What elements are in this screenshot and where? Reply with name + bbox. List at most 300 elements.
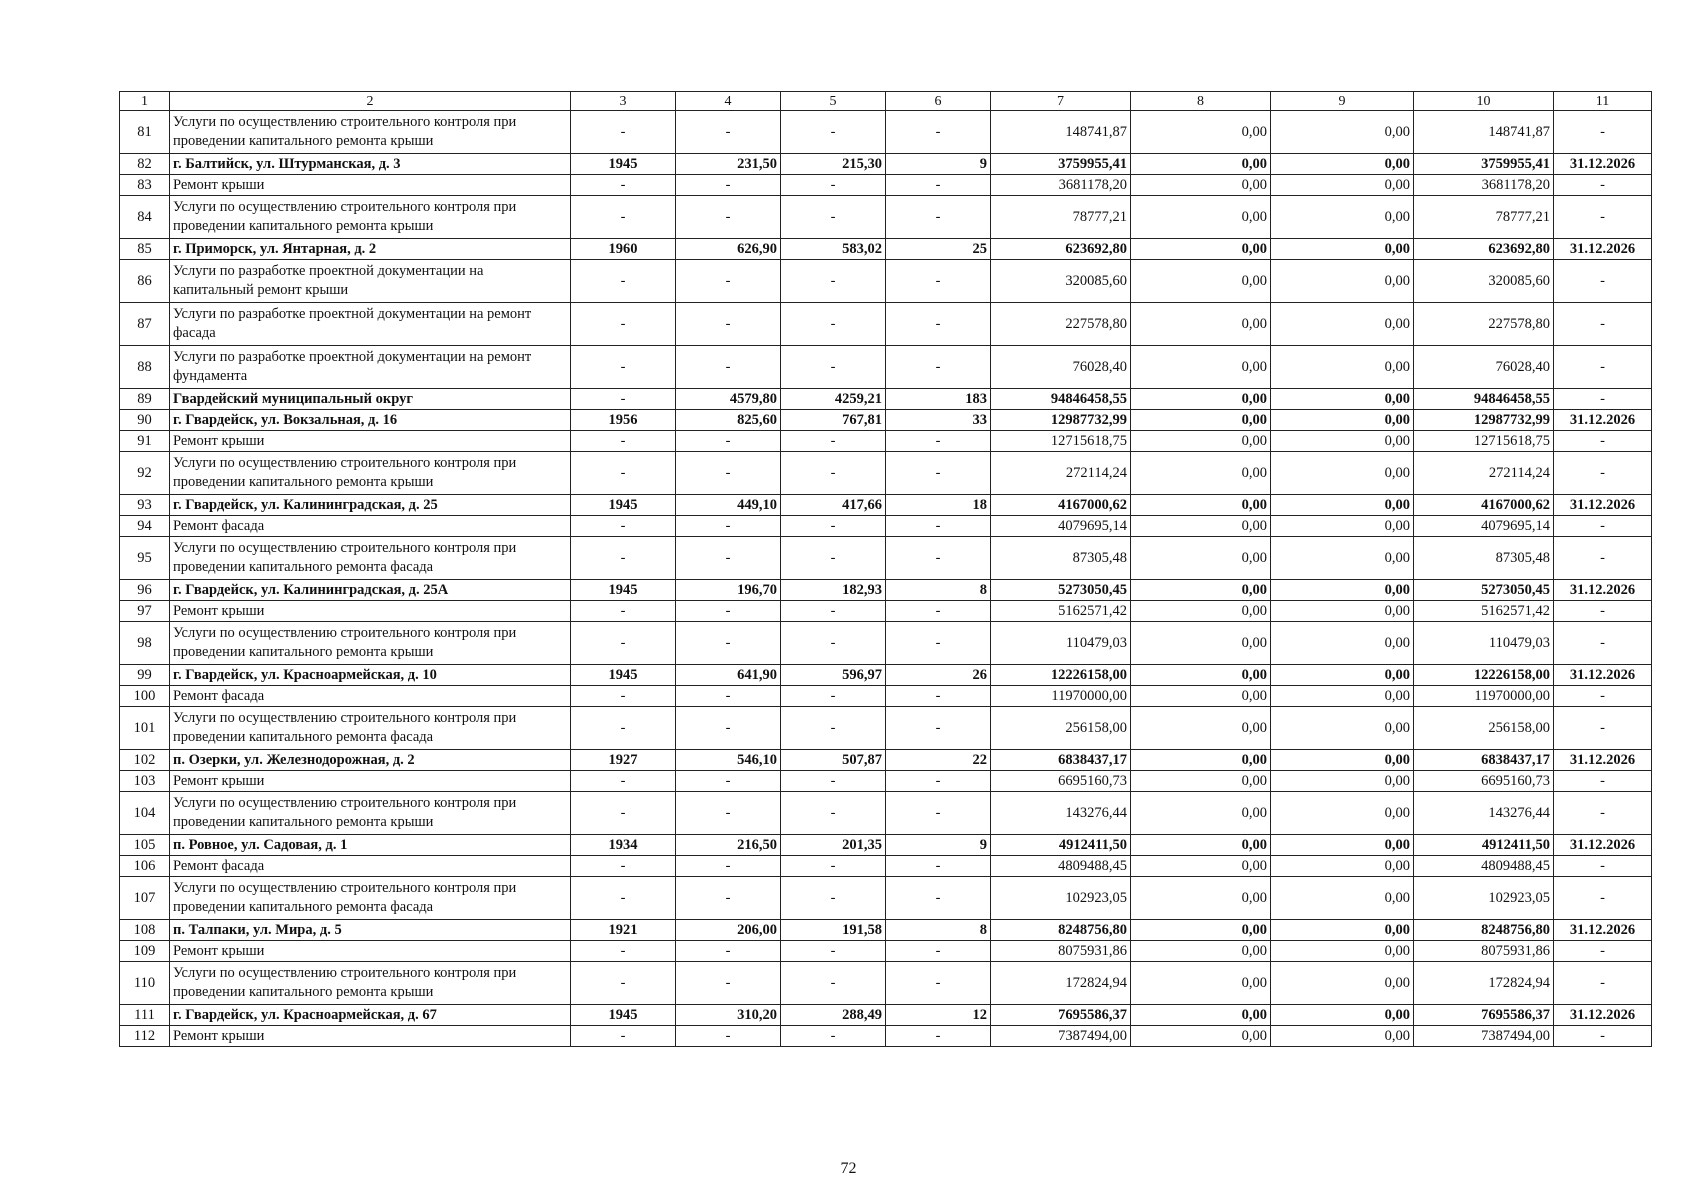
deadline-cell: - bbox=[1554, 771, 1652, 792]
cost-col9-cell: 0,00 bbox=[1271, 962, 1414, 1005]
table-row bbox=[120, 686, 1652, 707]
cost-col9-cell: 0,00 bbox=[1271, 346, 1414, 389]
cost-col8-cell: 0,00 bbox=[1131, 389, 1271, 410]
object-name-cell: Услуги по осуществлению строительного контроля при проведении капитального ремонта крыши bbox=[170, 792, 571, 835]
fund-cost-cell: 6838437,17 bbox=[1414, 750, 1554, 771]
cost-col9-cell: 0,00 bbox=[1271, 452, 1414, 495]
residential-area-cell: - bbox=[781, 686, 886, 707]
total-area-cell: - bbox=[676, 707, 781, 750]
residential-area-cell: - bbox=[781, 1026, 886, 1047]
cost-col8-cell: 0,00 bbox=[1131, 495, 1271, 516]
residential-area-cell: 417,66 bbox=[781, 495, 886, 516]
residents-count-cell: 18 bbox=[886, 495, 991, 516]
residential-area-cell: - bbox=[781, 941, 886, 962]
table-row bbox=[120, 196, 1652, 239]
year-cell: 1927 bbox=[571, 750, 676, 771]
total-cost-cell: 102923,05 bbox=[991, 877, 1131, 920]
cost-col8-cell: 0,00 bbox=[1131, 154, 1271, 175]
header-cell: 9 bbox=[1271, 92, 1414, 111]
object-name-cell: г. Гвардейск, ул. Красноармейская, д. 10 bbox=[170, 665, 571, 686]
object-name-cell: г. Гвардейск, ул. Красноармейская, д. 67 bbox=[170, 1005, 571, 1026]
cost-col8-cell: 0,00 bbox=[1131, 622, 1271, 665]
cost-col8-cell: 0,00 bbox=[1131, 771, 1271, 792]
total-cost-cell: 78777,21 bbox=[991, 196, 1131, 239]
header-cell: 7 bbox=[991, 92, 1131, 111]
total-cost-cell: 8248756,80 bbox=[991, 920, 1131, 941]
row-number-cell: 91 bbox=[120, 431, 170, 452]
deadline-cell: - bbox=[1554, 792, 1652, 835]
total-cost-cell: 76028,40 bbox=[991, 346, 1131, 389]
total-area-cell: - bbox=[676, 346, 781, 389]
table-row bbox=[120, 601, 1652, 622]
deadline-cell: - bbox=[1554, 856, 1652, 877]
object-name-cell: Услуги по разработке проектной документации на капитальный ремонт крыши bbox=[170, 260, 571, 303]
table-row bbox=[120, 346, 1652, 389]
residential-area-cell: 288,49 bbox=[781, 1005, 886, 1026]
total-cost-cell: 320085,60 bbox=[991, 260, 1131, 303]
row-number-cell: 89 bbox=[120, 389, 170, 410]
total-cost-cell: 4912411,50 bbox=[991, 835, 1131, 856]
object-name-cell: Ремонт крыши bbox=[170, 941, 571, 962]
total-area-cell: 310,20 bbox=[676, 1005, 781, 1026]
header-cell: 5 bbox=[781, 92, 886, 111]
total-area-cell: - bbox=[676, 622, 781, 665]
cost-col9-cell: 0,00 bbox=[1271, 410, 1414, 431]
residents-count-cell: - bbox=[886, 175, 991, 196]
page-number: 72 bbox=[840, 1160, 857, 1177]
total-area-cell: 216,50 bbox=[676, 835, 781, 856]
row-number-cell: 97 bbox=[120, 601, 170, 622]
total-area-cell: - bbox=[676, 431, 781, 452]
year-cell: - bbox=[571, 686, 676, 707]
cost-col9-cell: 0,00 bbox=[1271, 750, 1414, 771]
object-name-cell: п. Ровное, ул. Садовая, д. 1 bbox=[170, 835, 571, 856]
fund-cost-cell: 76028,40 bbox=[1414, 346, 1554, 389]
residential-area-cell: - bbox=[781, 856, 886, 877]
year-cell: - bbox=[571, 260, 676, 303]
header-cell: 3 bbox=[571, 92, 676, 111]
deadline-cell: - bbox=[1554, 941, 1652, 962]
deadline-cell: - bbox=[1554, 1026, 1652, 1047]
residents-count-cell: - bbox=[886, 877, 991, 920]
cost-col8-cell: 0,00 bbox=[1131, 920, 1271, 941]
deadline-cell: 31.12.2026 bbox=[1554, 665, 1652, 686]
year-cell: - bbox=[571, 622, 676, 665]
table-row bbox=[120, 389, 1652, 410]
table-row bbox=[120, 495, 1652, 516]
table-row bbox=[120, 707, 1652, 750]
year-cell: - bbox=[571, 856, 676, 877]
table-row bbox=[120, 771, 1652, 792]
residents-count-cell: - bbox=[886, 516, 991, 537]
deadline-cell: 31.12.2026 bbox=[1554, 154, 1652, 175]
cost-col9-cell: 0,00 bbox=[1271, 707, 1414, 750]
row-number-cell: 95 bbox=[120, 537, 170, 580]
cost-col8-cell: 0,00 bbox=[1131, 239, 1271, 260]
cost-col9-cell: 0,00 bbox=[1271, 260, 1414, 303]
residential-area-cell: 201,35 bbox=[781, 835, 886, 856]
object-name-cell: Услуги по осуществлению строительного контроля при проведении капитального ремонта крыши bbox=[170, 111, 571, 154]
residents-count-cell: - bbox=[886, 346, 991, 389]
residents-count-cell: - bbox=[886, 601, 991, 622]
object-name-cell: Ремонт крыши bbox=[170, 431, 571, 452]
cost-col8-cell: 0,00 bbox=[1131, 431, 1271, 452]
total-area-cell: - bbox=[676, 686, 781, 707]
table-row bbox=[120, 175, 1652, 196]
deadline-cell: - bbox=[1554, 537, 1652, 580]
fund-cost-cell: 87305,48 bbox=[1414, 537, 1554, 580]
fund-cost-cell: 12715618,75 bbox=[1414, 431, 1554, 452]
deadline-cell: 31.12.2026 bbox=[1554, 1005, 1652, 1026]
fund-cost-cell: 6695160,73 bbox=[1414, 771, 1554, 792]
table-row bbox=[120, 941, 1652, 962]
residential-area-cell: 583,02 bbox=[781, 239, 886, 260]
residents-count-cell: - bbox=[886, 962, 991, 1005]
header-cell: 6 bbox=[886, 92, 991, 111]
residential-area-cell: - bbox=[781, 601, 886, 622]
total-area-cell: 196,70 bbox=[676, 580, 781, 601]
deadline-cell: - bbox=[1554, 303, 1652, 346]
row-number-cell: 81 bbox=[120, 111, 170, 154]
total-cost-cell: 87305,48 bbox=[991, 537, 1131, 580]
total-area-cell: - bbox=[676, 303, 781, 346]
fund-cost-cell: 256158,00 bbox=[1414, 707, 1554, 750]
total-area-cell: - bbox=[676, 792, 781, 835]
cost-col8-cell: 0,00 bbox=[1131, 111, 1271, 154]
year-cell: - bbox=[571, 707, 676, 750]
row-number-cell: 92 bbox=[120, 452, 170, 495]
table-row bbox=[120, 154, 1652, 175]
table-row bbox=[120, 239, 1652, 260]
total-area-cell: - bbox=[676, 856, 781, 877]
residents-count-cell: 9 bbox=[886, 154, 991, 175]
residents-count-cell: - bbox=[886, 452, 991, 495]
row-number-cell: 110 bbox=[120, 962, 170, 1005]
header-cell: 1 bbox=[120, 92, 170, 111]
cost-col9-cell: 0,00 bbox=[1271, 303, 1414, 346]
fund-cost-cell: 4079695,14 bbox=[1414, 516, 1554, 537]
fund-cost-cell: 8248756,80 bbox=[1414, 920, 1554, 941]
object-name-cell: Услуги по разработке проектной документации на ремонт фундамента bbox=[170, 346, 571, 389]
cost-col8-cell: 0,00 bbox=[1131, 516, 1271, 537]
year-cell: - bbox=[571, 537, 676, 580]
total-cost-cell: 5273050,45 bbox=[991, 580, 1131, 601]
total-cost-cell: 256158,00 bbox=[991, 707, 1131, 750]
fund-cost-cell: 3681178,20 bbox=[1414, 175, 1554, 196]
row-number-cell: 90 bbox=[120, 410, 170, 431]
year-cell: 1945 bbox=[571, 1005, 676, 1026]
object-name-cell: Ремонт фасада bbox=[170, 516, 571, 537]
cost-col9-cell: 0,00 bbox=[1271, 920, 1414, 941]
total-area-cell: - bbox=[676, 111, 781, 154]
row-number-cell: 93 bbox=[120, 495, 170, 516]
row-number-cell: 104 bbox=[120, 792, 170, 835]
year-cell: - bbox=[571, 452, 676, 495]
cost-col9-cell: 0,00 bbox=[1271, 175, 1414, 196]
row-number-cell: 107 bbox=[120, 877, 170, 920]
year-cell: - bbox=[571, 1026, 676, 1047]
total-area-cell: - bbox=[676, 452, 781, 495]
deadline-cell: - bbox=[1554, 622, 1652, 665]
fund-cost-cell: 8075931,86 bbox=[1414, 941, 1554, 962]
cost-col9-cell: 0,00 bbox=[1271, 495, 1414, 516]
cost-col8-cell: 0,00 bbox=[1131, 877, 1271, 920]
deadline-cell: 31.12.2026 bbox=[1554, 835, 1652, 856]
cost-col9-cell: 0,00 bbox=[1271, 1005, 1414, 1026]
residents-count-cell: 183 bbox=[886, 389, 991, 410]
header-cell: 11 bbox=[1554, 92, 1652, 111]
residents-count-cell: - bbox=[886, 303, 991, 346]
residential-area-cell: - bbox=[781, 196, 886, 239]
fund-cost-cell: 623692,80 bbox=[1414, 239, 1554, 260]
year-cell: - bbox=[571, 196, 676, 239]
residents-count-cell: - bbox=[886, 1026, 991, 1047]
residents-count-cell: 22 bbox=[886, 750, 991, 771]
header-cell: 8 bbox=[1131, 92, 1271, 111]
object-name-cell: п. Озерки, ул. Железнодорожная, д. 2 bbox=[170, 750, 571, 771]
year-cell: - bbox=[571, 303, 676, 346]
total-cost-cell: 143276,44 bbox=[991, 792, 1131, 835]
total-area-cell: - bbox=[676, 175, 781, 196]
deadline-cell: 31.12.2026 bbox=[1554, 580, 1652, 601]
object-name-cell: г. Гвардейск, ул. Калининградская, д. 25 bbox=[170, 495, 571, 516]
residents-count-cell: - bbox=[886, 431, 991, 452]
cost-col9-cell: 0,00 bbox=[1271, 431, 1414, 452]
table-row bbox=[120, 410, 1652, 431]
cost-col9-cell: 0,00 bbox=[1271, 196, 1414, 239]
total-area-cell: - bbox=[676, 962, 781, 1005]
cost-col8-cell: 0,00 bbox=[1131, 196, 1271, 239]
cost-col9-cell: 0,00 bbox=[1271, 941, 1414, 962]
deadline-cell: 31.12.2026 bbox=[1554, 920, 1652, 941]
residential-area-cell: 191,58 bbox=[781, 920, 886, 941]
total-area-cell: 825,60 bbox=[676, 410, 781, 431]
total-cost-cell: 172824,94 bbox=[991, 962, 1131, 1005]
residential-area-cell: - bbox=[781, 516, 886, 537]
residents-count-cell: - bbox=[886, 260, 991, 303]
residents-count-cell: - bbox=[886, 707, 991, 750]
row-number-cell: 99 bbox=[120, 665, 170, 686]
residents-count-cell: - bbox=[886, 196, 991, 239]
row-number-cell: 108 bbox=[120, 920, 170, 941]
year-cell: 1945 bbox=[571, 154, 676, 175]
object-name-cell: Ремонт фасада bbox=[170, 686, 571, 707]
deadline-cell: - bbox=[1554, 707, 1652, 750]
header-cell: 10 bbox=[1414, 92, 1554, 111]
total-area-cell: 641,90 bbox=[676, 665, 781, 686]
deadline-cell: - bbox=[1554, 260, 1652, 303]
residential-area-cell: - bbox=[781, 771, 886, 792]
cost-col9-cell: 0,00 bbox=[1271, 239, 1414, 260]
total-cost-cell: 4167000,62 bbox=[991, 495, 1131, 516]
table-row bbox=[120, 792, 1652, 835]
table-row bbox=[120, 877, 1652, 920]
cost-col9-cell: 0,00 bbox=[1271, 580, 1414, 601]
table-row bbox=[120, 665, 1652, 686]
cost-col9-cell: 0,00 bbox=[1271, 516, 1414, 537]
residents-count-cell: 26 bbox=[886, 665, 991, 686]
year-cell: 1960 bbox=[571, 239, 676, 260]
object-name-cell: г. Гвардейск, ул. Калининградская, д. 25А bbox=[170, 580, 571, 601]
cost-col8-cell: 0,00 bbox=[1131, 856, 1271, 877]
fund-cost-cell: 7695586,37 bbox=[1414, 1005, 1554, 1026]
residential-area-cell: - bbox=[781, 346, 886, 389]
total-cost-cell: 148741,87 bbox=[991, 111, 1131, 154]
object-name-cell: Ремонт крыши bbox=[170, 771, 571, 792]
cost-col9-cell: 0,00 bbox=[1271, 389, 1414, 410]
object-name-cell: Ремонт крыши bbox=[170, 601, 571, 622]
cost-col8-cell: 0,00 bbox=[1131, 537, 1271, 580]
cost-col8-cell: 0,00 bbox=[1131, 1005, 1271, 1026]
object-name-cell: Ремонт крыши bbox=[170, 1026, 571, 1047]
table-row bbox=[120, 260, 1652, 303]
total-cost-cell: 5162571,42 bbox=[991, 601, 1131, 622]
header-cell: 4 bbox=[676, 92, 781, 111]
total-cost-cell: 8075931,86 bbox=[991, 941, 1131, 962]
fund-cost-cell: 94846458,55 bbox=[1414, 389, 1554, 410]
cost-col8-cell: 0,00 bbox=[1131, 601, 1271, 622]
cost-col9-cell: 0,00 bbox=[1271, 771, 1414, 792]
total-cost-cell: 4079695,14 bbox=[991, 516, 1131, 537]
residential-area-cell: 4259,21 bbox=[781, 389, 886, 410]
row-number-cell: 100 bbox=[120, 686, 170, 707]
table-row bbox=[120, 452, 1652, 495]
deadline-cell: 31.12.2026 bbox=[1554, 750, 1652, 771]
cost-col8-cell: 0,00 bbox=[1131, 346, 1271, 389]
deadline-cell: - bbox=[1554, 196, 1652, 239]
deadline-cell: - bbox=[1554, 452, 1652, 495]
cost-col8-cell: 0,00 bbox=[1131, 580, 1271, 601]
total-area-cell: - bbox=[676, 941, 781, 962]
cost-col8-cell: 0,00 bbox=[1131, 707, 1271, 750]
cost-col9-cell: 0,00 bbox=[1271, 537, 1414, 580]
total-area-cell: - bbox=[676, 516, 781, 537]
residents-count-cell: 33 bbox=[886, 410, 991, 431]
object-name-cell: Услуги по осуществлению строительного контроля при проведении капитального ремонта крыши bbox=[170, 622, 571, 665]
deadline-cell: - bbox=[1554, 962, 1652, 1005]
fund-cost-cell: 7387494,00 bbox=[1414, 1026, 1554, 1047]
residential-area-cell: 215,30 bbox=[781, 154, 886, 175]
residential-area-cell: - bbox=[781, 303, 886, 346]
residents-count-cell: - bbox=[886, 686, 991, 707]
fund-cost-cell: 172824,94 bbox=[1414, 962, 1554, 1005]
cost-col9-cell: 0,00 bbox=[1271, 154, 1414, 175]
table-row bbox=[120, 920, 1652, 941]
total-area-cell: - bbox=[676, 537, 781, 580]
year-cell: - bbox=[571, 175, 676, 196]
total-area-cell: 449,10 bbox=[676, 495, 781, 516]
table-row bbox=[120, 111, 1652, 154]
total-cost-cell: 227578,80 bbox=[991, 303, 1131, 346]
year-cell: - bbox=[571, 389, 676, 410]
fund-cost-cell: 143276,44 bbox=[1414, 792, 1554, 835]
table-row bbox=[120, 431, 1652, 452]
residents-count-cell: - bbox=[886, 941, 991, 962]
table-row bbox=[120, 516, 1652, 537]
deadline-cell: - bbox=[1554, 175, 1652, 196]
object-name-cell: г. Балтийск, ул. Штурманская, д. 3 bbox=[170, 154, 571, 175]
row-number-cell: 111 bbox=[120, 1005, 170, 1026]
year-cell: 1956 bbox=[571, 410, 676, 431]
fund-cost-cell: 5162571,42 bbox=[1414, 601, 1554, 622]
deadline-cell: - bbox=[1554, 389, 1652, 410]
total-cost-cell: 4809488,45 bbox=[991, 856, 1131, 877]
residential-area-cell: 182,93 bbox=[781, 580, 886, 601]
object-name-cell: Услуги по осуществлению строительного контроля при проведении капитального ремонта фасада bbox=[170, 877, 571, 920]
residents-count-cell: 8 bbox=[886, 920, 991, 941]
fund-cost-cell: 5273050,45 bbox=[1414, 580, 1554, 601]
cost-col9-cell: 0,00 bbox=[1271, 111, 1414, 154]
object-name-cell: Услуги по осуществлению строительного контроля при проведении капитального ремонта фасада bbox=[170, 707, 571, 750]
table-row bbox=[120, 962, 1652, 1005]
row-number-cell: 98 bbox=[120, 622, 170, 665]
row-number-cell: 101 bbox=[120, 707, 170, 750]
total-area-cell: 626,90 bbox=[676, 239, 781, 260]
column-number-header bbox=[120, 92, 1652, 111]
cost-col8-cell: 0,00 bbox=[1131, 665, 1271, 686]
total-area-cell: 4579,80 bbox=[676, 389, 781, 410]
residents-count-cell: - bbox=[886, 622, 991, 665]
year-cell: 1934 bbox=[571, 835, 676, 856]
year-cell: 1921 bbox=[571, 920, 676, 941]
total-cost-cell: 3681178,20 bbox=[991, 175, 1131, 196]
object-name-cell: п. Талпаки, ул. Мира, д. 5 bbox=[170, 920, 571, 941]
fund-cost-cell: 78777,21 bbox=[1414, 196, 1554, 239]
total-cost-cell: 12715618,75 bbox=[991, 431, 1131, 452]
table-row bbox=[120, 835, 1652, 856]
object-name-cell: Гвардейский муниципальный округ bbox=[170, 389, 571, 410]
total-cost-cell: 7695586,37 bbox=[991, 1005, 1131, 1026]
row-number-cell: 82 bbox=[120, 154, 170, 175]
residential-area-cell: - bbox=[781, 111, 886, 154]
residential-area-cell: - bbox=[781, 622, 886, 665]
object-name-cell: г. Гвардейск, ул. Вокзальная, д. 16 bbox=[170, 410, 571, 431]
object-name-cell: г. Приморск, ул. Янтарная, д. 2 bbox=[170, 239, 571, 260]
residential-area-cell: - bbox=[781, 877, 886, 920]
row-number-cell: 85 bbox=[120, 239, 170, 260]
total-cost-cell: 272114,24 bbox=[991, 452, 1131, 495]
cost-col9-cell: 0,00 bbox=[1271, 1026, 1414, 1047]
cost-col8-cell: 0,00 bbox=[1131, 410, 1271, 431]
cost-col9-cell: 0,00 bbox=[1271, 856, 1414, 877]
fund-cost-cell: 4167000,62 bbox=[1414, 495, 1554, 516]
residential-area-cell: 596,97 bbox=[781, 665, 886, 686]
total-area-cell: - bbox=[676, 260, 781, 303]
table-row bbox=[120, 622, 1652, 665]
cost-col8-cell: 0,00 bbox=[1131, 452, 1271, 495]
residential-area-cell: - bbox=[781, 792, 886, 835]
year-cell: - bbox=[571, 431, 676, 452]
deadline-cell: 31.12.2026 bbox=[1554, 495, 1652, 516]
cost-col8-cell: 0,00 bbox=[1131, 686, 1271, 707]
row-number-cell: 86 bbox=[120, 260, 170, 303]
total-cost-cell: 3759955,41 bbox=[991, 154, 1131, 175]
fund-cost-cell: 102923,05 bbox=[1414, 877, 1554, 920]
table-row bbox=[120, 856, 1652, 877]
cost-col8-cell: 0,00 bbox=[1131, 792, 1271, 835]
year-cell: - bbox=[571, 962, 676, 1005]
residential-area-cell: - bbox=[781, 452, 886, 495]
deadline-cell: - bbox=[1554, 111, 1652, 154]
deadline-cell: 31.12.2026 bbox=[1554, 410, 1652, 431]
object-name-cell: Ремонт фасада bbox=[170, 856, 571, 877]
table-row bbox=[120, 1005, 1652, 1026]
row-number-cell: 96 bbox=[120, 580, 170, 601]
year-cell: - bbox=[571, 771, 676, 792]
total-cost-cell: 110479,03 bbox=[991, 622, 1131, 665]
residents-count-cell: - bbox=[886, 792, 991, 835]
cost-col9-cell: 0,00 bbox=[1271, 835, 1414, 856]
